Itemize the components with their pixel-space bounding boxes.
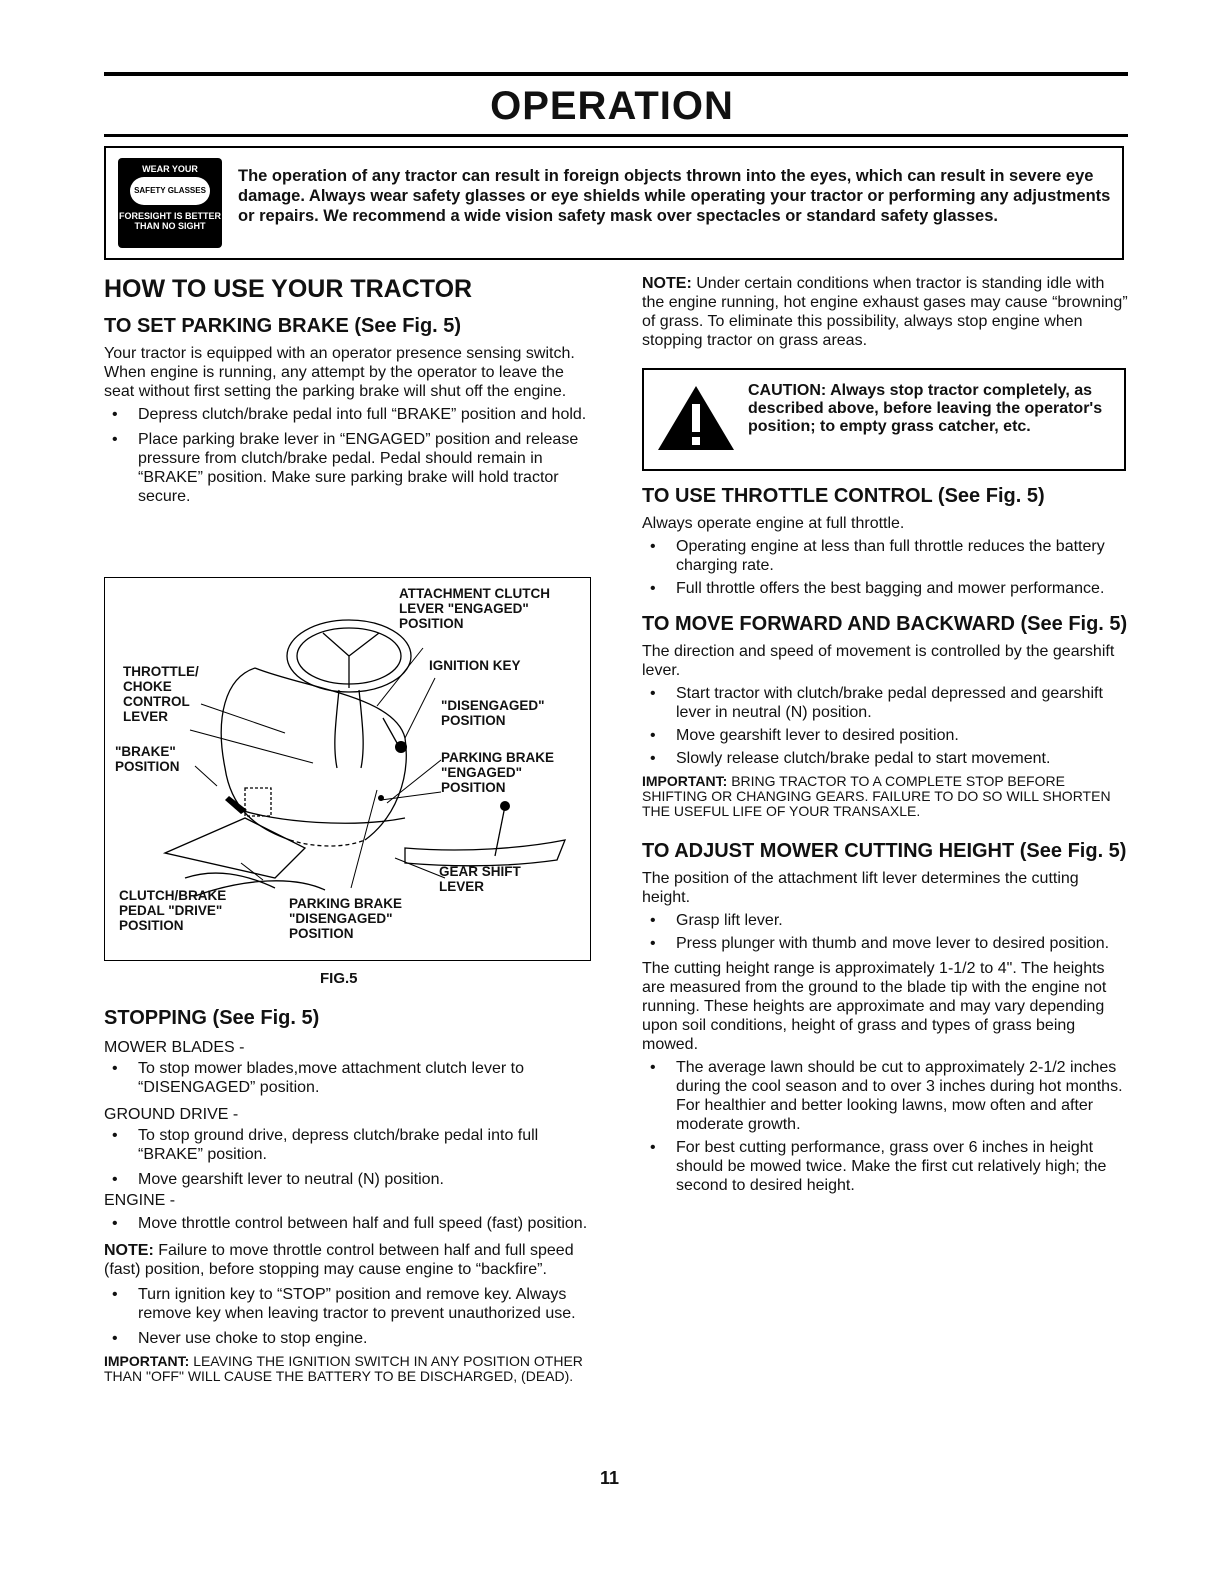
throttle-bullet: • Full throttle offers the best bagging and mower performance. <box>642 579 1128 598</box>
move-bullet: • Slowly release clutch/brake pedal to start movement. <box>642 749 1128 768</box>
right-column-top <box>642 274 1128 350</box>
label-parking-brake-disengaged: PARKING BRAKE "DISENGAGED" POSITION <box>289 896 403 941</box>
label-clutch-brake-pedal: CLUTCH/BRAKE PEDAL "DRIVE" POSITION <box>119 888 227 933</box>
label-brake-position: "BRAKE" POSITION <box>115 744 180 774</box>
mower-blades-bullet: • To stop mower blades,move attachment clutch lever to “DISENGAGED” position. <box>104 1059 590 1097</box>
cutting-height-bullet: • Press plunger with thumb and move lever to desired position. <box>642 934 1128 953</box>
left-column <box>104 274 590 506</box>
engine-label: ENGINE - <box>104 1192 176 1209</box>
note-text: Under certain conditions when tractor is standing idle with the engine running, hot engine exhaust gases may cause “browning” of grass. To eliminate this possibility, always stop engine when stopping tractor on grass areas. <box>642 275 1128 349</box>
icon-line-4: THAN NO SIGHT <box>134 221 206 231</box>
throttle-heading: TO USE THROTTLE CONTROL (See Fig. 5) <box>642 485 1045 507</box>
cutting-height-intro: The position of the attachment lift lever determines the cutting height. <box>642 870 1079 906</box>
cutting-height-heading: TO ADJUST MOWER CUTTING HEIGHT (See Fig. 5) <box>642 840 1127 862</box>
warning-triangle-icon <box>656 384 736 454</box>
parking-brake-intro: Your tractor is equipped with an operator presence sensing switch. When engine is running, any attempt by the operator to leave the seat without first setting the parking brake will shut off the engine. <box>104 345 575 400</box>
note-label: NOTE: <box>642 275 692 292</box>
note-text: Failure to move throttle control between half and full speed (fast) position, before stopping may cause engine to “backfire”. <box>104 1242 574 1278</box>
page-number: 11 <box>600 1468 620 1488</box>
label-throttle-choke: THROTTLE/ CHOKE CONTROL LEVER <box>123 664 199 724</box>
important-text: LEAVING THE IGNITION SWITCH IN ANY POSITION OTHER THAN "OFF" WILL CAUSE THE BATTERY TO BE DISCHARGED, (DEAD). <box>104 1353 583 1384</box>
label-disengaged-position: "DISENGAGED" POSITION <box>441 698 545 728</box>
engine-bullet: • Move throttle control between half and full speed (fast) position. <box>104 1214 590 1233</box>
figure-caption: FIG.5 <box>320 970 358 987</box>
safety-glasses-icon <box>118 158 222 248</box>
label-ignition-key: IGNITION KEY <box>429 658 521 673</box>
browning-note <box>642 274 1128 350</box>
important-label: IMPORTANT: <box>642 773 728 789</box>
figure-5 <box>104 577 591 961</box>
icon-face <box>130 177 210 205</box>
throttle-bullet: • Operating engine at less than full throttle reduces the battery charging rate. <box>642 537 1128 575</box>
parking-brake-bullet: • Place parking brake lever in “ENGAGED” position and release pressure from clutch/brake pedal. Pedal should remain in “BRAKE” position. Make sure parking brake will hold tractor secure. <box>104 430 590 506</box>
important-text: BRING TRACTOR TO A COMPLETE STOP BEFORE SHIFTING OR CHANGING GEARS. FAILURE TO DO SO WILL SHORTEN THE USEFUL LIFE OF YOUR TRANSAXLE. <box>642 773 1111 819</box>
icon-line-2: SAFETY GLASSES <box>134 186 206 195</box>
right-column-lower <box>642 484 1128 1195</box>
ignition-important <box>104 1354 590 1384</box>
left-column-lower <box>104 1006 590 1384</box>
note-label: NOTE: <box>104 1242 154 1259</box>
ground-drive-bullet: • Move gearshift lever to neutral (N) position. <box>104 1170 590 1189</box>
parking-brake-bullet: • Depress clutch/brake pedal into full “BRAKE” position and hold. <box>104 405 590 424</box>
icon-line-1: WEAR YOUR <box>142 164 198 174</box>
cutting-height-paragraph: The cutting height range is approximately 1-1/2 to 4". The heights are measured from the ground to the blade tip with the engine not running. These heights are approximate and may vary depending upon soil conditions, height of grass and types of grass being mowed. <box>642 960 1107 1053</box>
icon-line-3: FORESIGHT IS BETTER <box>118 211 221 221</box>
cutting-height-bullet: • Grasp lift lever. <box>642 911 1128 930</box>
lawn-bullet: • For best cutting performance, grass over 6 inches in height should be mowed twice. Make the first cut relatively high; the second to desired height. <box>642 1138 1128 1195</box>
choke-bullet: • Never use choke to stop engine. <box>104 1329 590 1348</box>
label-parking-brake-engaged: PARKING BRAKE "ENGAGED" POSITION <box>441 750 555 795</box>
ignition-bullet: • Turn ignition key to “STOP” position and remove key. Always remove key when leaving tractor to prevent unauthorized use. <box>104 1285 590 1323</box>
caution-text: CAUTION: Always stop tractor completely, as described above, before leaving the operator's position; to empty grass catcher, etc. <box>748 382 1103 435</box>
mower-blades-label: MOWER BLADES - <box>104 1039 245 1056</box>
section-heading: HOW TO USE YOUR TRACTOR <box>104 275 473 303</box>
move-intro: The direction and speed of movement is controlled by the gearshift lever. <box>642 643 1115 679</box>
safety-warning-box <box>104 146 1124 260</box>
ground-drive-bullet: • To stop ground drive, depress clutch/brake pedal into full “BRAKE” position. <box>104 1126 590 1164</box>
move-bullet: • Start tractor with clutch/brake pedal depressed and gearshift lever in neutral (N) position. <box>642 684 1128 722</box>
important-label: IMPORTANT: <box>104 1353 190 1369</box>
gear-important <box>642 774 1128 819</box>
ground-drive-label: GROUND DRIVE - <box>104 1106 239 1123</box>
safety-warning-text: The operation of any tractor can result in foreign objects thrown into the eyes, which can result in severe eye damage. Always wear safety glasses or eye shields while operating your tractor or performing any adjustments or repairs. We recommend a wide vision safety mask over spectacles or standard safety glasses. <box>238 167 1111 225</box>
caution-box <box>642 368 1126 471</box>
stopping-heading: STOPPING (See Fig. 5) <box>104 1007 320 1029</box>
parking-brake-heading: TO SET PARKING BRAKE (See Fig. 5) <box>104 315 462 337</box>
lawn-bullet: • The average lawn should be cut to approximately 2-1/2 inches during the cool season and to over 3 inches during hot months. For healthier and better looking lawns, mow often and after moderate growth. <box>642 1058 1128 1134</box>
move-heading: TO MOVE FORWARD AND BACKWARD (See Fig. 5) <box>642 613 1128 635</box>
label-gear-shift-lever: GEAR SHIFT LEVER <box>439 864 521 894</box>
top-rule <box>104 72 1128 76</box>
title-underline <box>104 134 1128 137</box>
move-bullet: • Move gearshift lever to desired position. <box>642 726 1128 745</box>
throttle-intro: Always operate engine at full throttle. <box>642 515 905 532</box>
stopping-note <box>104 1241 590 1279</box>
label-attachment-clutch: ATTACHMENT CLUTCH LEVER "ENGAGED" POSITION <box>399 586 550 631</box>
page-title: OPERATION <box>490 84 734 128</box>
